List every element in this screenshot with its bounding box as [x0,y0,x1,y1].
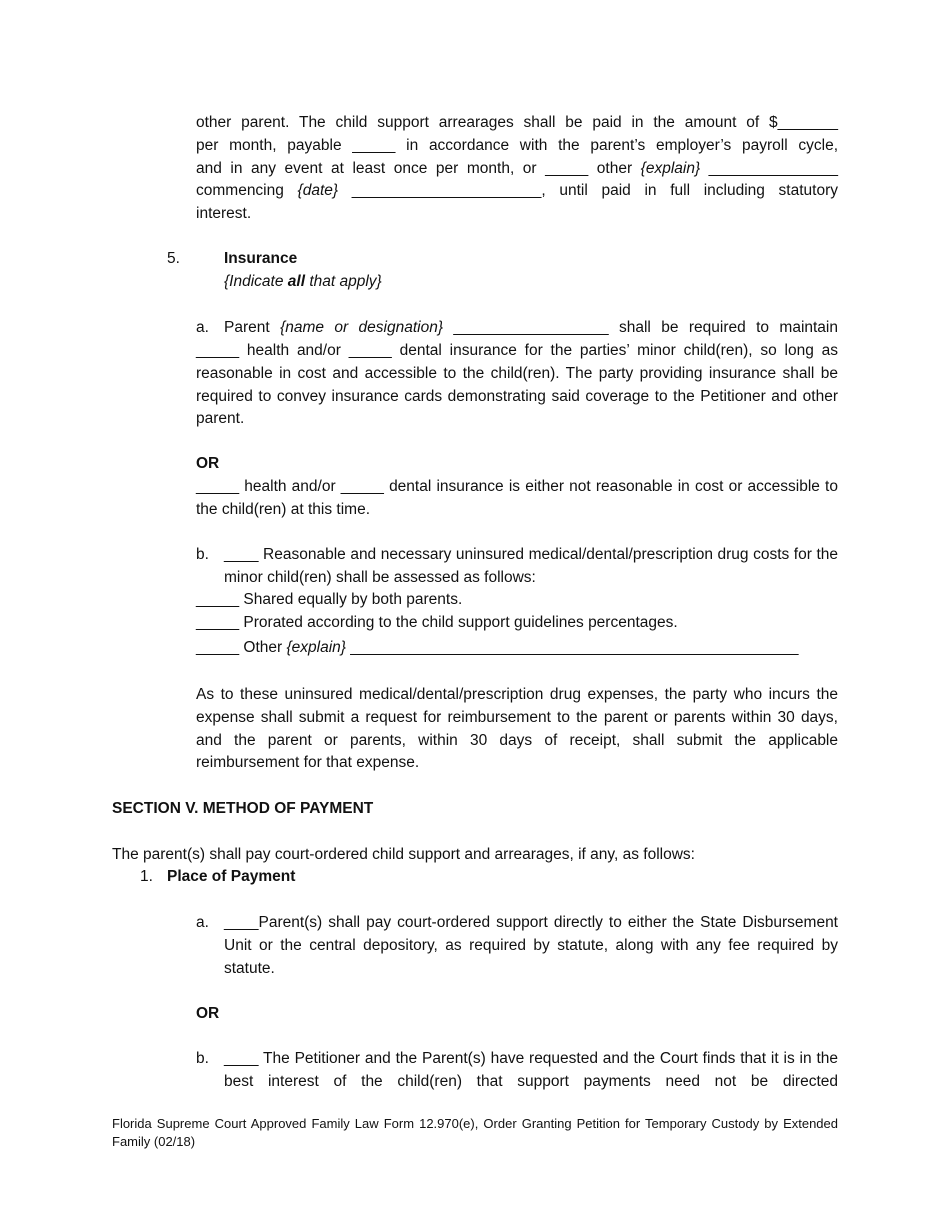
insurance-indicate-note: {Indicate all that apply} [224,273,382,290]
insurance-b-text: ____ Reasonable and necessary uninsured medical/dental/prescription drug costs for the minor child(ren) shall be assessed as follows: [224,546,838,586]
insurance-heading: Insurance [224,250,298,267]
section-v-intro: The parent(s) shall pay court-ordered child support and arrearages, if any, as follows: [112,846,695,863]
insurance-b-option-prorated: _____ Prorated according to the child support guidelines percentages. [196,614,678,631]
reimbursement-paragraph: As to these uninsured medical/dental/prescription drug expenses, the party who incurs the expense shall submit a request for reimbursement to the parent or parents within 30 days, and the parent or parents, within 30 days of receipt, shall submit the applicable reimbursement for that expense. [196,686,838,772]
place-of-payment-heading: Place of Payment [167,868,296,885]
form-footer: Florida Supreme Court Approved Family Law Form 12.970(e), Order Granting Petition for Temporary Custody by Extended Family (02/18) [112,1116,838,1149]
insurance-b-option-other: _____ Other {explain} ____________________________________________________ [196,639,799,656]
insurance-a-text: _____ health and/or _____ dental insurance for the parties’ minor child(ren), so long as reasonable in cost and accessible to the child(ren). The party providing insurance shall be required to convey insurance cards demonstrating said coverage to the Petitioner and other parent. [196,342,838,428]
payment-or-label: OR [196,1005,220,1022]
insurance-b-option-shared: _____ Shared equally by both parents. [196,591,463,608]
insurance-a-marker: a. [196,319,209,336]
place-of-payment-number: 1. [140,868,153,885]
payment-a-marker: a. [196,914,209,931]
insurance-or-label: OR [196,455,220,472]
insurance-number: 5. [167,250,180,267]
payment-a-text: ____Parent(s) shall pay court-ordered support directly to either the State Disbursement Unit or the central depository, as required by statute, along with any fee required by statute. [224,914,838,977]
insurance-a-first-line: Parent {name or designation} __________________ shall be required to maintain [224,319,838,336]
payment-b-marker: b. [196,1050,209,1067]
arrearages-line-3: and in any event at least once per month, or _____ other {explain} _______________ [196,159,838,177]
section-v-heading: SECTION V. METHOD OF PAYMENT [112,800,374,817]
payment-b-text: ____ The Petitioner and the Parent(s) have requested and the Court finds that it is in the best interest of the child(ren) that support payments need not be directed [224,1050,838,1090]
insurance-b-marker: b. [196,546,209,563]
insurance-or-text: _____ health and/or _____ dental insurance is either not reasonable in cost or accessible to the child(ren) at this time. [196,478,838,518]
arrearages-line-2: per month, payable _____ in accordance with the parent’s employer’s payroll cycle, [196,136,838,154]
arrearages-line-1: other parent. The child support arrearages shall be paid in the amount of $_______ [196,114,838,131]
arrearages-paragraph [196,112,838,226]
arrearages-line-5: interest. [196,205,252,223]
arrearages-line-4: commencing {date} ______________________, until paid in full including statutory [196,182,838,200]
